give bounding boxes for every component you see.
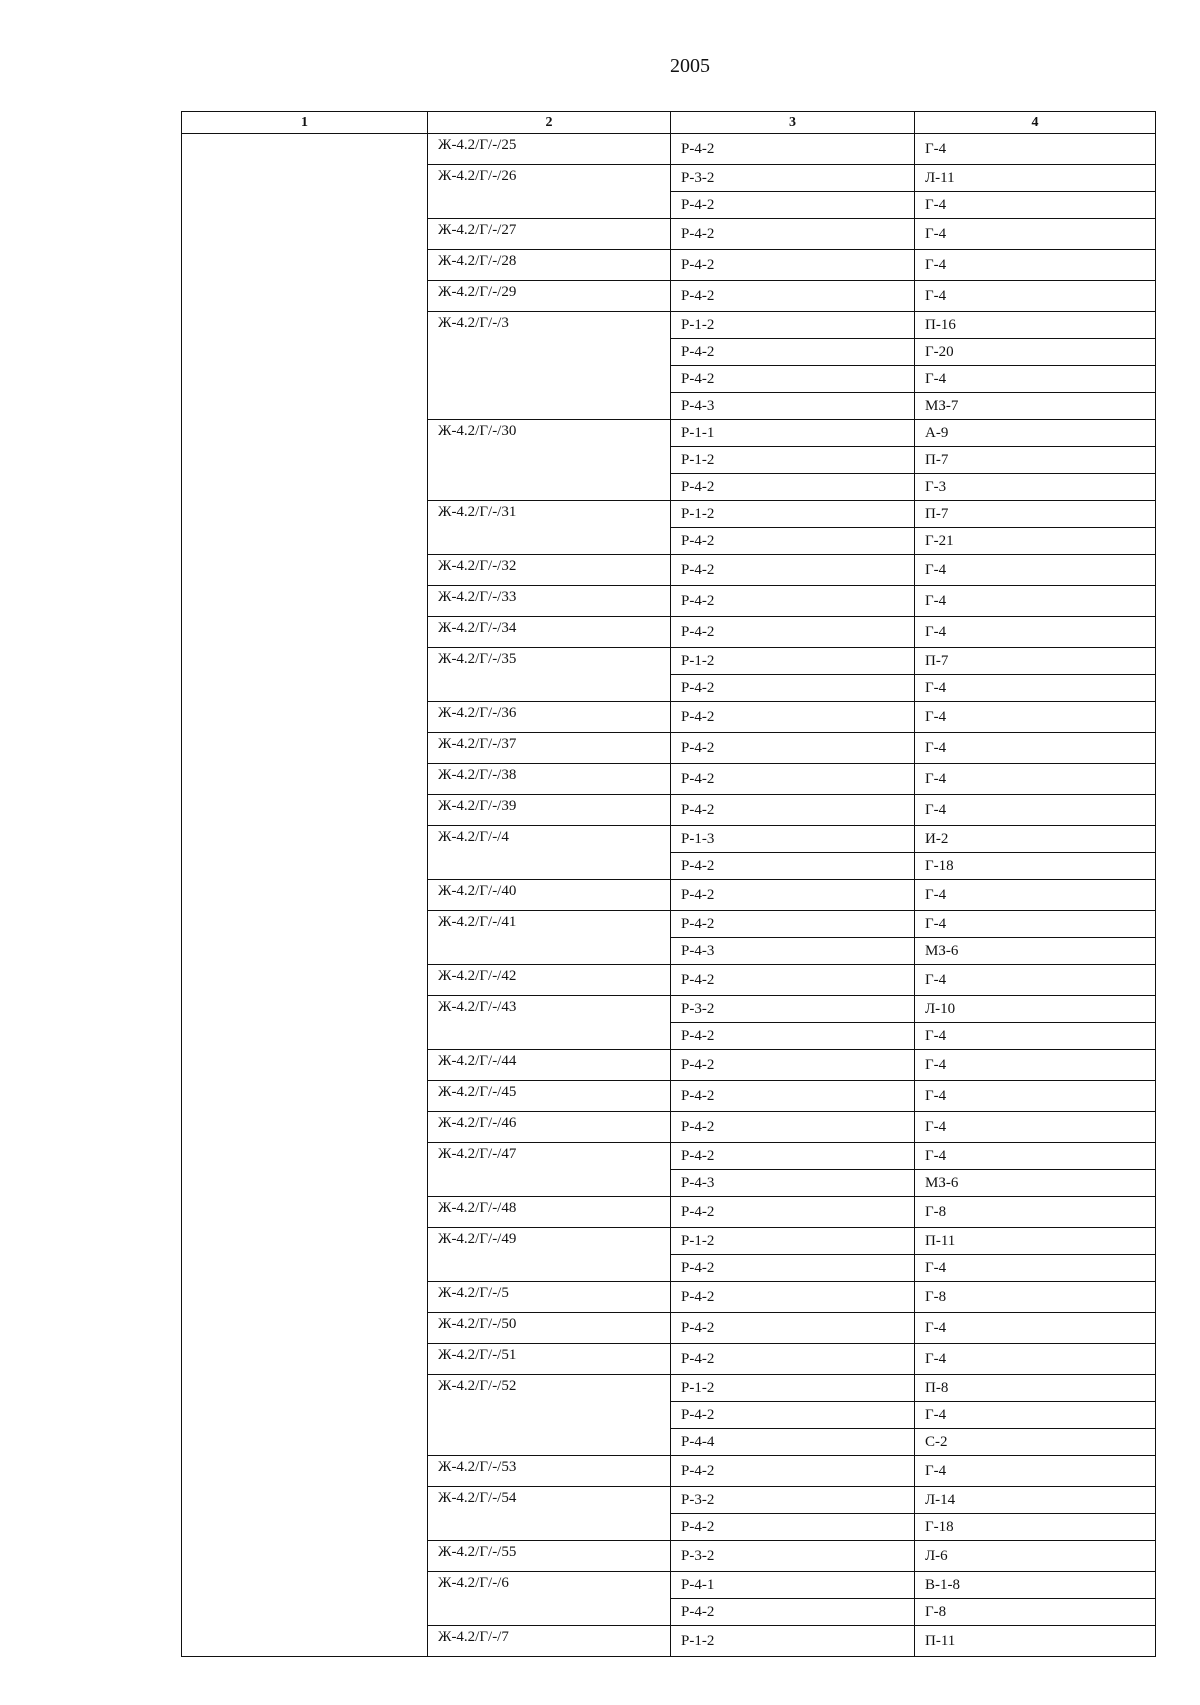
code-cell: Ж-4.2/Г/-/45	[428, 1081, 671, 1112]
code-cell: Ж-4.2/Г/-/34	[428, 617, 671, 648]
column-3-cell: Р-4-2	[671, 702, 915, 733]
table-row	[182, 134, 1156, 165]
column-3-cell: Р-4-3	[671, 393, 915, 420]
column-3-cell: Р-4-1	[671, 1572, 915, 1599]
column-4-cell: Л-14	[915, 1487, 1156, 1514]
column-4-cell: Г-4	[915, 1081, 1156, 1112]
column-4-cell: Г-4	[915, 617, 1156, 648]
code-cell: Ж-4.2/Г/-/42	[428, 965, 671, 996]
column-3-cell: Р-4-2	[671, 555, 915, 586]
column-3-cell: Р-1-2	[671, 447, 915, 474]
code-cell: Ж-4.2/Г/-/30	[428, 420, 671, 501]
column-3-cell: Р-3-2	[671, 1487, 915, 1514]
column-4-cell: Г-21	[915, 528, 1156, 555]
column-3-cell: Р-1-2	[671, 1228, 915, 1255]
code-cell: Ж-4.2/Г/-/32	[428, 555, 671, 586]
code-cell: Ж-4.2/Г/-/52	[428, 1375, 671, 1456]
code-cell: Ж-4.2/Г/-/44	[428, 1050, 671, 1081]
column-3-cell: Р-4-2	[671, 528, 915, 555]
column-3-cell: Р-4-2	[671, 192, 915, 219]
column-3-cell: Р-4-2	[671, 1514, 915, 1541]
column-3-cell: Р-4-2	[671, 250, 915, 281]
column-4-cell: Л-11	[915, 165, 1156, 192]
column-3-cell: Р-4-2	[671, 366, 915, 393]
column-3-cell: Р-4-2	[671, 1112, 915, 1143]
column-3-cell: Р-4-3	[671, 1170, 915, 1197]
column-3-cell: Р-4-2	[671, 1050, 915, 1081]
table-header	[182, 112, 1156, 134]
code-cell: Ж-4.2/Г/-/54	[428, 1487, 671, 1541]
column-4-cell: П-7	[915, 648, 1156, 675]
column-4-cell: П-7	[915, 447, 1156, 474]
column-3-cell: Р-4-2	[671, 1456, 915, 1487]
column-4-cell: Г-4	[915, 555, 1156, 586]
code-cell: Ж-4.2/Г/-/47	[428, 1143, 671, 1197]
code-cell: Ж-4.2/Г/-/25	[428, 134, 671, 165]
header-row	[182, 112, 1156, 134]
column-4-cell: Г-18	[915, 853, 1156, 880]
column-4-cell: Г-4	[915, 134, 1156, 165]
code-cell: Ж-4.2/Г/-/37	[428, 733, 671, 764]
column-3-cell: Р-4-4	[671, 1429, 915, 1456]
column-3-cell: Р-1-1	[671, 420, 915, 447]
page-number: 2005	[670, 55, 710, 77]
column-3-cell: Р-4-2	[671, 764, 915, 795]
column-4-cell: Г-8	[915, 1599, 1156, 1626]
column-3-cell: Р-1-2	[671, 1626, 915, 1657]
code-cell: Ж-4.2/Г/-/28	[428, 250, 671, 281]
column-3-cell: Р-4-2	[671, 1402, 915, 1429]
column-3-cell: Р-1-3	[671, 826, 915, 853]
column-4-cell: П-8	[915, 1375, 1156, 1402]
column-4-cell: Г-20	[915, 339, 1156, 366]
column-4-cell: Г-18	[915, 1514, 1156, 1541]
column-4-cell: Г-4	[915, 1402, 1156, 1429]
column-4-cell: МЗ-6	[915, 1170, 1156, 1197]
column-3-cell: Р-3-2	[671, 165, 915, 192]
column-3-cell: Р-4-2	[671, 1023, 915, 1050]
column-4-cell: Г-4	[915, 366, 1156, 393]
code-cell: Ж-4.2/Г/-/6	[428, 1572, 671, 1626]
column-4-cell: Г-4	[915, 795, 1156, 826]
column-4-cell: Г-4	[915, 1050, 1156, 1081]
column-3-cell: Р-4-2	[671, 1599, 915, 1626]
column-4-cell: МЗ-7	[915, 393, 1156, 420]
column-3-cell: Р-4-2	[671, 1143, 915, 1170]
column-4-cell: Г-4	[915, 281, 1156, 312]
column-4-cell: МЗ-6	[915, 938, 1156, 965]
column-3-cell: Р-1-2	[671, 648, 915, 675]
code-cell: Ж-4.2/Г/-/7	[428, 1626, 671, 1657]
column-4-cell: Г-4	[915, 1313, 1156, 1344]
column-3-cell: Р-1-2	[671, 312, 915, 339]
column-3-cell: Р-4-2	[671, 1282, 915, 1313]
column-3-cell: Р-4-2	[671, 965, 915, 996]
column-3-cell: Р-1-2	[671, 501, 915, 528]
code-cell: Ж-4.2/Г/-/50	[428, 1313, 671, 1344]
column-header-4: 4	[915, 112, 1156, 134]
code-cell: Ж-4.2/Г/-/36	[428, 702, 671, 733]
code-cell: Ж-4.2/Г/-/53	[428, 1456, 671, 1487]
column-4-cell: Г-4	[915, 1344, 1156, 1375]
column-3-cell: Р-4-2	[671, 911, 915, 938]
column-3-cell: Р-4-2	[671, 586, 915, 617]
code-cell: Ж-4.2/Г/-/49	[428, 1228, 671, 1282]
column-4-cell: Г-4	[915, 586, 1156, 617]
column-3-cell: Р-1-2	[671, 1375, 915, 1402]
column-3-cell: Р-4-2	[671, 1313, 915, 1344]
data-table	[181, 111, 1156, 1657]
column-4-cell: Г-4	[915, 733, 1156, 764]
column-4-cell: П-11	[915, 1626, 1156, 1657]
code-cell: Ж-4.2/Г/-/51	[428, 1344, 671, 1375]
code-cell: Ж-4.2/Г/-/48	[428, 1197, 671, 1228]
code-cell: Ж-4.2/Г/-/26	[428, 165, 671, 219]
column-3-cell: Р-4-2	[671, 1081, 915, 1112]
column-4-cell: В-1-8	[915, 1572, 1156, 1599]
column-header-1: 1	[182, 112, 428, 134]
column-4-cell: Г-4	[915, 1143, 1156, 1170]
column-4-cell: П-7	[915, 501, 1156, 528]
code-cell: Ж-4.2/Г/-/3	[428, 312, 671, 420]
code-cell: Ж-4.2/Г/-/5	[428, 1282, 671, 1313]
column-4-cell: Г-8	[915, 1197, 1156, 1228]
column-4-cell: Г-4	[915, 219, 1156, 250]
column-3-cell: Р-4-2	[671, 795, 915, 826]
column-4-cell: Г-4	[915, 250, 1156, 281]
code-cell: Ж-4.2/Г/-/40	[428, 880, 671, 911]
column-4-cell: Г-4	[915, 911, 1156, 938]
column-4-cell: Л-10	[915, 996, 1156, 1023]
column-4-cell: П-11	[915, 1228, 1156, 1255]
column-4-cell: Г-4	[915, 880, 1156, 911]
code-cell: Ж-4.2/Г/-/55	[428, 1541, 671, 1572]
column-3-cell: Р-4-2	[671, 474, 915, 501]
column-3-cell: Р-4-2	[671, 1197, 915, 1228]
column-4-cell: Г-4	[915, 764, 1156, 795]
column-3-cell: Р-4-2	[671, 617, 915, 648]
column-3-cell: Р-4-3	[671, 938, 915, 965]
column-4-cell: Л-6	[915, 1541, 1156, 1572]
column-1-cell	[182, 134, 428, 1657]
code-cell: Ж-4.2/Г/-/39	[428, 795, 671, 826]
column-3-cell: Р-4-2	[671, 675, 915, 702]
code-cell: Ж-4.2/Г/-/29	[428, 281, 671, 312]
code-cell: Ж-4.2/Г/-/35	[428, 648, 671, 702]
column-header-3: 3	[671, 112, 915, 134]
table-body	[182, 134, 1156, 1657]
column-3-cell: Р-4-2	[671, 1344, 915, 1375]
column-3-cell: Р-4-2	[671, 733, 915, 764]
column-4-cell: Г-4	[915, 702, 1156, 733]
column-4-cell: А-9	[915, 420, 1156, 447]
column-header-2: 2	[428, 112, 671, 134]
column-4-cell: Г-8	[915, 1282, 1156, 1313]
code-cell: Ж-4.2/Г/-/27	[428, 219, 671, 250]
column-3-cell: Р-4-2	[671, 219, 915, 250]
code-cell: Ж-4.2/Г/-/43	[428, 996, 671, 1050]
column-4-cell: Г-4	[915, 1456, 1156, 1487]
column-3-cell: Р-4-2	[671, 339, 915, 366]
column-3-cell: Р-4-2	[671, 281, 915, 312]
column-4-cell: Г-4	[915, 1255, 1156, 1282]
code-cell: Ж-4.2/Г/-/4	[428, 826, 671, 880]
column-3-cell: Р-4-2	[671, 880, 915, 911]
column-4-cell: П-16	[915, 312, 1156, 339]
column-4-cell: И-2	[915, 826, 1156, 853]
column-3-cell: Р-4-2	[671, 1255, 915, 1282]
column-3-cell: Р-4-2	[671, 134, 915, 165]
column-4-cell: Г-4	[915, 1112, 1156, 1143]
column-4-cell: Г-4	[915, 1023, 1156, 1050]
code-cell: Ж-4.2/Г/-/31	[428, 501, 671, 555]
column-3-cell: Р-3-2	[671, 996, 915, 1023]
column-4-cell: С-2	[915, 1429, 1156, 1456]
column-3-cell: Р-4-2	[671, 853, 915, 880]
code-cell: Ж-4.2/Г/-/41	[428, 911, 671, 965]
column-4-cell: Г-3	[915, 474, 1156, 501]
code-cell: Ж-4.2/Г/-/38	[428, 764, 671, 795]
column-4-cell: Г-4	[915, 965, 1156, 996]
column-4-cell: Г-4	[915, 192, 1156, 219]
column-3-cell: Р-3-2	[671, 1541, 915, 1572]
code-cell: Ж-4.2/Г/-/33	[428, 586, 671, 617]
column-4-cell: Г-4	[915, 675, 1156, 702]
code-cell: Ж-4.2/Г/-/46	[428, 1112, 671, 1143]
